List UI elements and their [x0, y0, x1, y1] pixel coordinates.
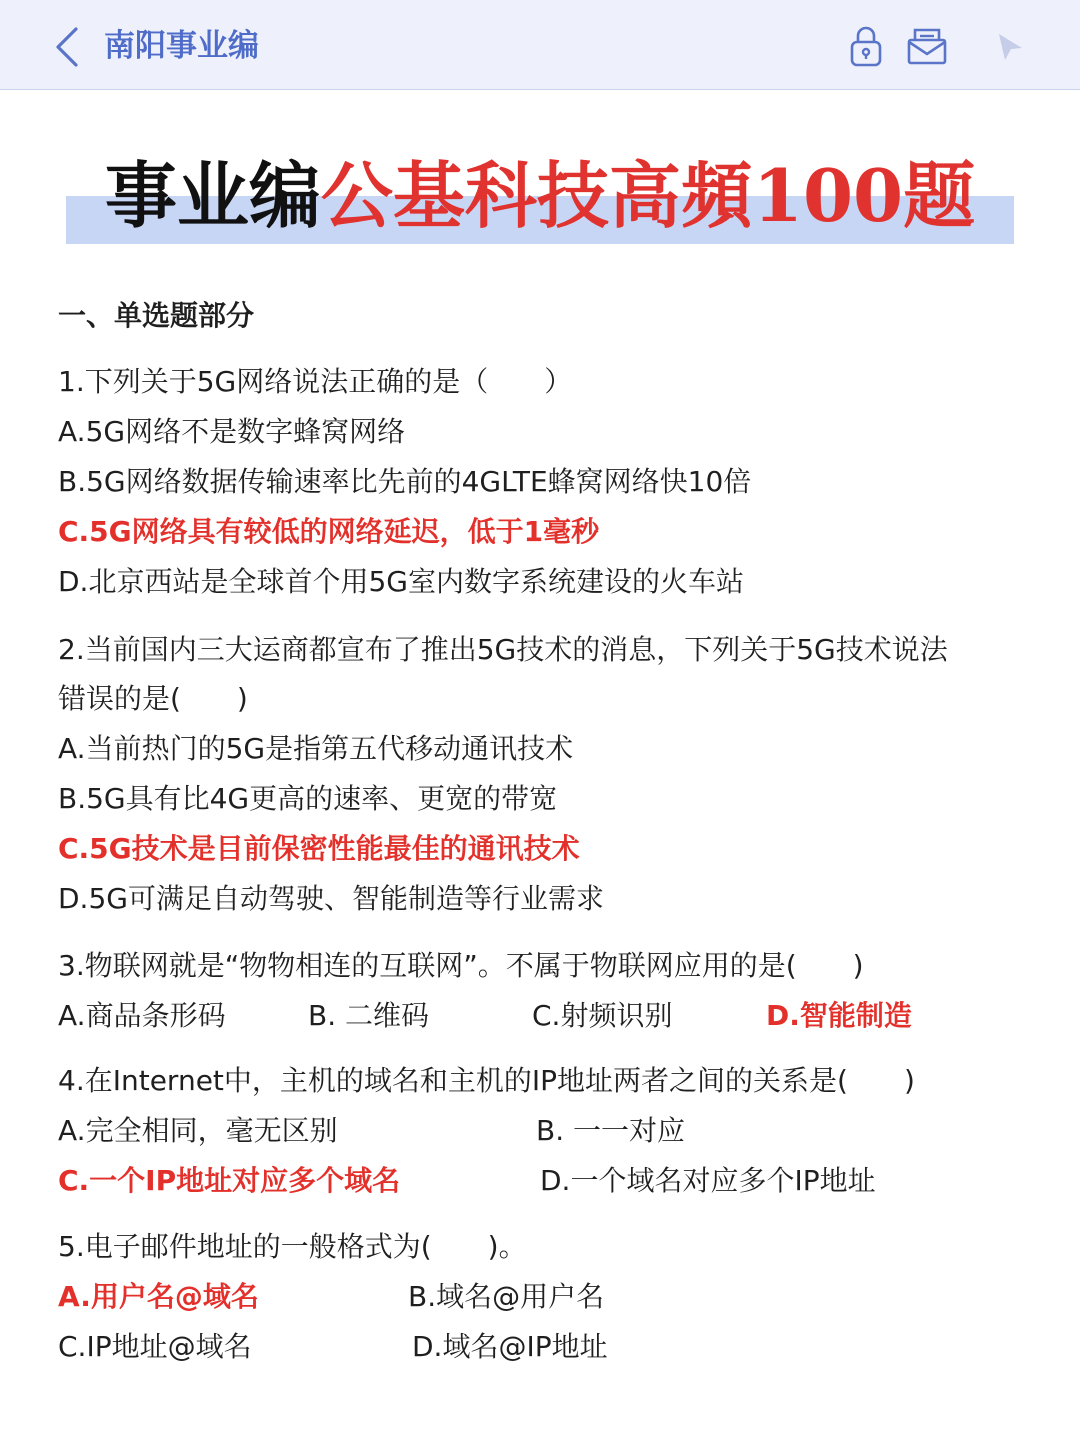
q5-option-d: D.域名@IP地址	[412, 1330, 608, 1363]
mail-icon[interactable]	[906, 26, 948, 66]
back-chevron-icon[interactable]	[50, 26, 84, 68]
q4-option-a: A.完全相同，毫无区别	[58, 1114, 338, 1147]
q3-option-d-answer: D.智能制造	[766, 999, 912, 1032]
q5-option-b: B.域名@用户名	[408, 1280, 605, 1313]
question-2-line-2: 错误的是( )	[58, 682, 248, 715]
q3-option-c: C.射频识别	[532, 999, 673, 1032]
q1-option-a: A.5G网络不是数字蜂窝网络	[58, 415, 406, 448]
top-bar	[0, 0, 1080, 90]
q2-option-b: B.5G具有比4G更高的速率、更宽的带宽	[58, 782, 558, 815]
send-arrow-icon[interactable]	[996, 32, 1024, 62]
question-1: 1.下列关于5G网络说法正确的是（ ）	[58, 365, 573, 398]
q4-option-d: D.一个域名对应多个IP地址	[540, 1164, 876, 1197]
question-2-line-1: 2.当前国内三大运商都宣布了推出5G技术的消息，下列关于5G技术说法	[58, 633, 948, 666]
q3-option-a: A.商品条形码	[58, 999, 226, 1032]
q2-option-d: D.5G可满足自动驾驶、智能制造等行业需求	[58, 882, 604, 915]
q4-option-b: B. 一一对应	[536, 1114, 686, 1147]
q5-option-a-answer: A.用户名@域名	[58, 1280, 259, 1313]
q4-option-c-answer: C.一个IP地址对应多个域名	[58, 1164, 401, 1197]
q1-option-c-answer: C.5G网络具有较低的网络延迟，低于1毫秒	[58, 515, 600, 548]
q5-option-c: C.IP地址@域名	[58, 1330, 252, 1363]
section-title: 一、单选题部分	[58, 299, 255, 332]
lock-icon[interactable]	[848, 24, 884, 68]
headline-part-black: 事业编	[104, 153, 321, 238]
q1-option-d: D.北京西站是全球首个用5G室内数字系统建设的火车站	[58, 565, 744, 598]
question-5: 5.电子邮件地址的一般格式为( )。	[58, 1230, 527, 1263]
q1-option-b: B.5G网络数据传输速率比先前的4GLTE蜂窝网络快10倍	[58, 465, 752, 498]
headline	[66, 150, 1014, 246]
q2-option-c-answer: C.5G技术是目前保密性能最佳的通讯技术	[58, 832, 580, 865]
q2-option-a: A.当前热门的5G是指第五代移动通讯技术	[58, 732, 574, 765]
question-3: 3.物联网就是“物物相连的互联网”。不属于物联网应用的是( )	[58, 949, 864, 982]
q3-option-b: B. 二维码	[308, 999, 430, 1032]
question-4: 4.在Internet中，主机的域名和主机的IP地址两者之间的关系是( )	[58, 1064, 915, 1097]
page-title: 南阳事业编	[104, 28, 259, 64]
headline-part-red: 公基科技高頻100题	[320, 153, 976, 238]
